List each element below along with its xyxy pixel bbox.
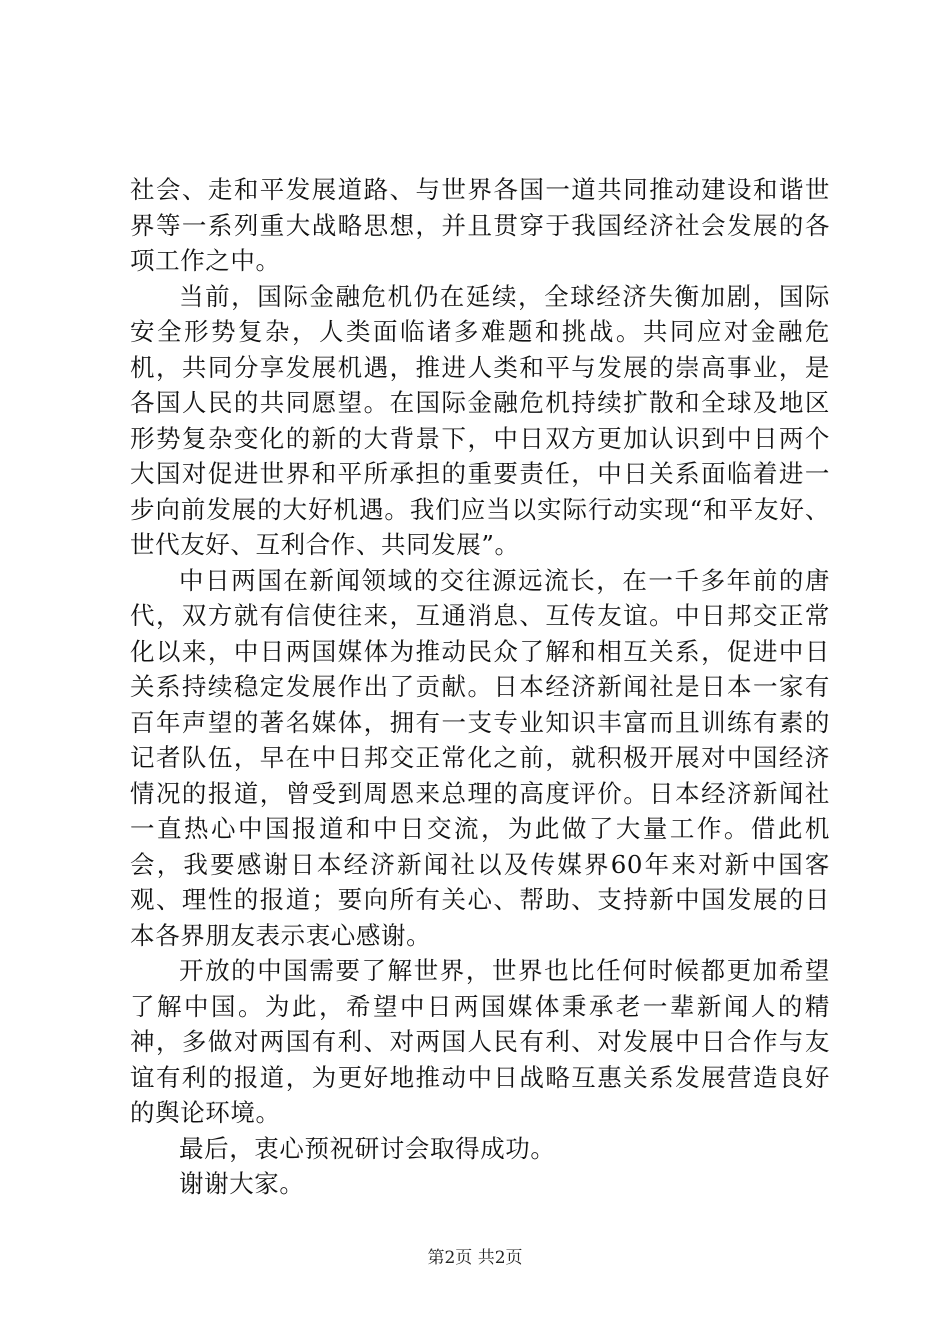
paragraph-closing-wish: 最后，衷心预祝研讨会取得成功。 — [179, 1133, 556, 1163]
paragraph-continuation: 社会、走和平发展道路、与世界各国一道共同推动建设和谐世界等一系列重大战略思想，并且贯穿于我国经济社会发展的各项工作之中。 — [130, 175, 830, 275]
paragraph-open-china: 开放的中国需要了解世界，世界也比任何时候都更加希望了解中国。为此，希望中日两国媒体秉承老一辈新闻人的精神，多做对两国有利、对两国人民有利、对发展中日合作与友谊有利的报道，为更好地推动中日战略互惠关系发展营造良好的舆论环境。 — [130, 956, 830, 1127]
paragraph-media-exchange: 中日两国在新闻领域的交往源远流长，在一千多年前的唐代，双方就有信使往来，互通消息、互传友谊。中日邦交正常化以来，中日两国媒体为推动民众了解和相互关系，促进中日关系持续稳定发展作出了贡献。日本经济新闻社是日本一家有百年声望的著名媒体，拥有一支专业知识丰富而且训练有素的记者队伍，早在中日邦交正常化之前，就积极开展对中国经济情况的报道，曾受到周恩来总理的高度评价。日本经济新闻社一直热心中国报道和中日交流，为此做了大量工作。借此机会，我要感谢日本经济新闻社以及传媒界60年来对新中国客观、理性的报道；要向所有关心、帮助、支持新中国发展的日本各界朋友表示衷心感谢。 — [130, 565, 830, 950]
paragraph-thanks: 谢谢大家。 — [179, 1169, 305, 1198]
paragraph-financial-crisis: 当前，国际金融危机仍在延续，全球经济失衡加剧，国际安全形势复杂，人类面临诸多难题和挑战。共同应对金融危机，共同分享发展机遇，推进人类和平与发展的崇高事业，是各国人民的共同愿望。在国际金融危机持续扩散和全球及地区形势复杂变化的新的大背景下，中日双方更加认识到中日两个大国对促进世界和平所承担的重要责任，中日关系面临着进一步向前发展的大好机遇。我们应当以实际行动实现“和平友好、世代友好、互利合作、共同发展”。 — [130, 281, 830, 559]
document-body — [130, 172, 830, 1202]
page-number-footer: 第2页 共2页 — [427, 1248, 523, 1268]
